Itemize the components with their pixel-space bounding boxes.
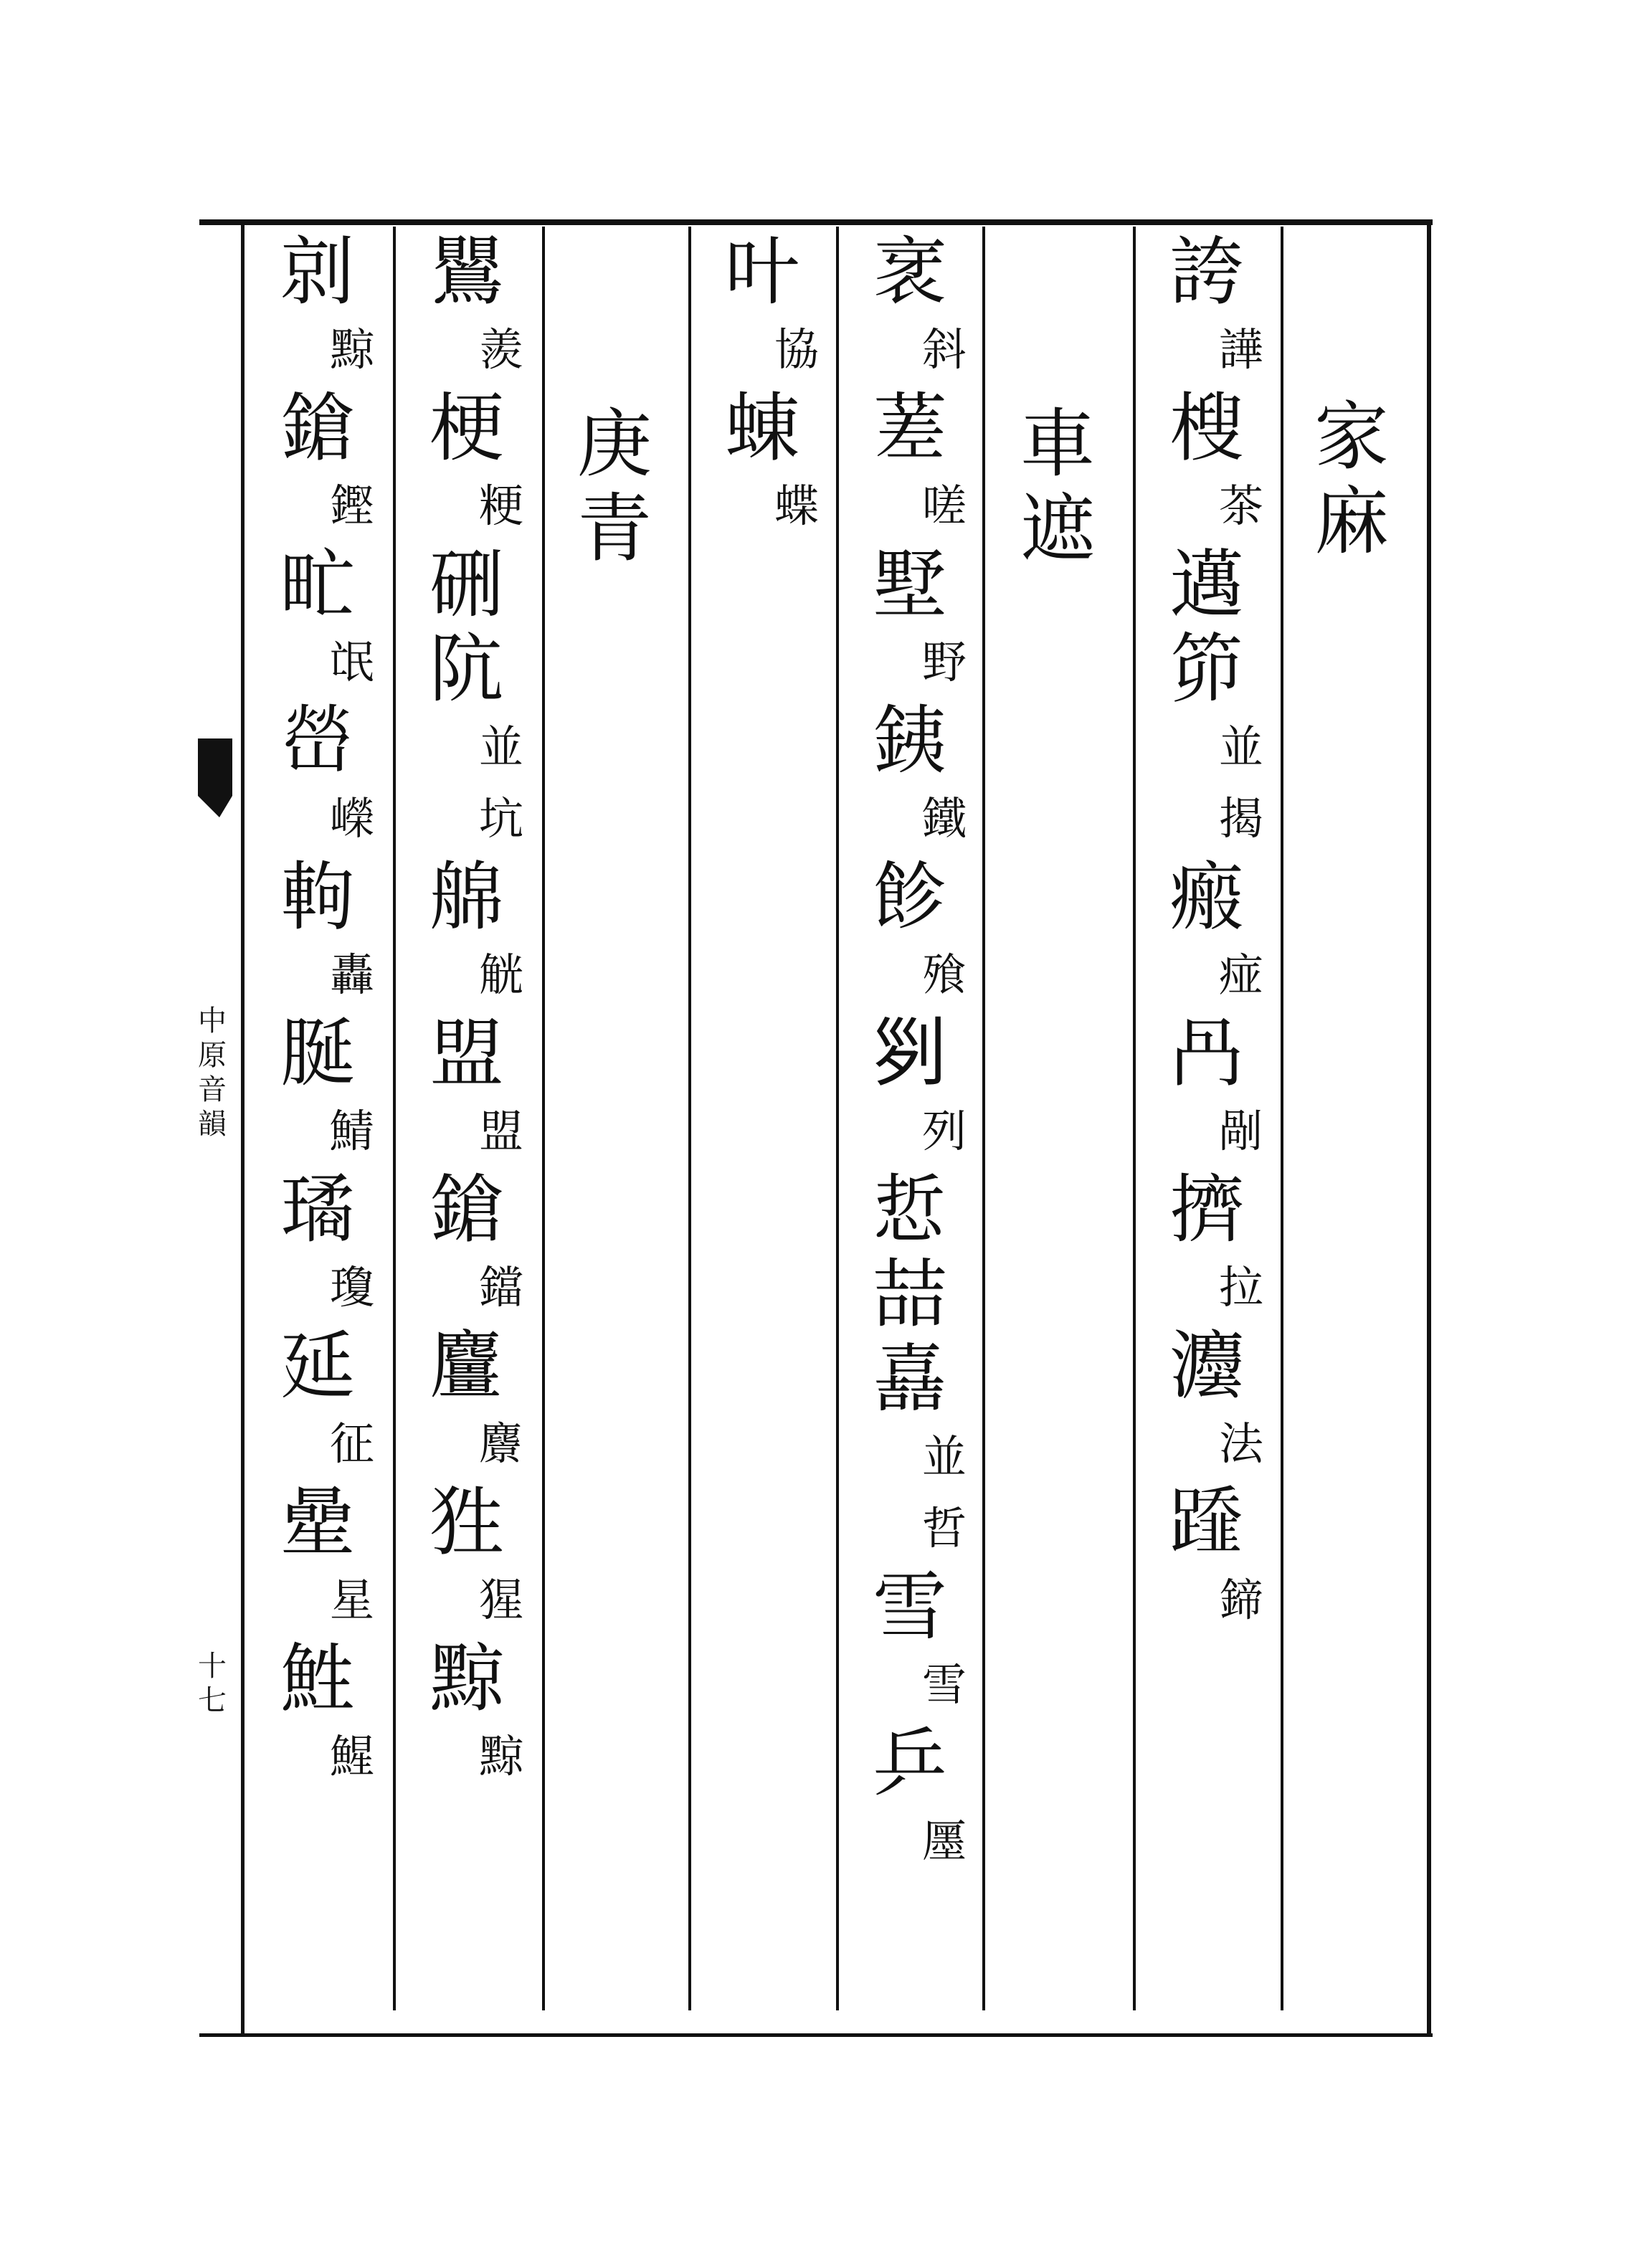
annotation-character: 譁 bbox=[1218, 323, 1263, 376]
left-border bbox=[241, 219, 245, 2036]
annotation-character: 猩 bbox=[478, 1574, 523, 1626]
main-character: 冎 bbox=[1169, 1010, 1244, 1097]
annotation-character: 剮 bbox=[1218, 1105, 1263, 1157]
main-character: 𠛱 bbox=[872, 1010, 947, 1097]
main-character: 喆 bbox=[872, 1250, 947, 1338]
main-character: 悊 bbox=[872, 1166, 947, 1253]
main-character: 延 bbox=[280, 1322, 355, 1410]
main-character: 叶 bbox=[724, 228, 799, 315]
main-character: 鎗 bbox=[280, 384, 355, 472]
column bbox=[997, 402, 1119, 571]
main-character: 艊 bbox=[429, 853, 504, 941]
column bbox=[1146, 229, 1268, 1636]
main-character: 麻 bbox=[1314, 478, 1389, 565]
main-character: 麠 bbox=[429, 1322, 504, 1410]
main-character: 嚞 bbox=[872, 1335, 947, 1422]
main-character: 黥 bbox=[429, 1635, 504, 1722]
annotation-character: 並 bbox=[478, 721, 523, 773]
main-character: 阬 bbox=[429, 625, 504, 713]
main-character: 脠 bbox=[280, 1010, 355, 1097]
annotation-character: 羨 bbox=[478, 323, 523, 376]
column bbox=[701, 229, 823, 542]
column-divider bbox=[836, 227, 839, 2010]
column bbox=[849, 229, 971, 1877]
main-character: 曐 bbox=[280, 1478, 355, 1566]
annotation-character: 鐵 bbox=[921, 792, 967, 845]
annotation-character: 鏗 bbox=[329, 480, 374, 532]
annotation-character: 並 bbox=[1218, 721, 1263, 773]
main-character: 墅 bbox=[872, 541, 947, 628]
annotation-character: 盟 bbox=[478, 1105, 523, 1157]
main-character: 軥 bbox=[280, 853, 355, 941]
main-character: 銕 bbox=[872, 697, 947, 784]
main-character: 硎 bbox=[429, 541, 504, 628]
main-character: 庚 bbox=[576, 400, 652, 488]
annotation-character: 鐺 bbox=[478, 1261, 523, 1313]
main-character: 鸎 bbox=[429, 228, 504, 315]
annotation-character: 坑 bbox=[478, 792, 523, 845]
main-character: 飻 bbox=[872, 853, 947, 941]
main-character: 𨆂 bbox=[1169, 1478, 1244, 1566]
main-character: 狌 bbox=[429, 1478, 504, 1566]
column bbox=[1291, 394, 1413, 564]
annotation-character: 鯹 bbox=[329, 1730, 374, 1782]
main-character: 邁 bbox=[1169, 541, 1244, 628]
gutter bbox=[198, 1004, 227, 1141]
annotation-character: 黥 bbox=[478, 1730, 523, 1782]
main-character: 瘢 bbox=[1169, 853, 1244, 941]
annotation-character: 鍗 bbox=[1218, 1574, 1263, 1626]
annotation-character: 拉 bbox=[1218, 1261, 1263, 1313]
main-character: 家 bbox=[1314, 393, 1389, 480]
annotation-character: 野 bbox=[921, 636, 967, 688]
column-divider bbox=[982, 227, 985, 2010]
book-title: 中原音韻 bbox=[198, 1004, 227, 1141]
annotation-character: 列 bbox=[921, 1105, 967, 1157]
annotation-character: 氓 bbox=[329, 636, 374, 688]
annotation-character: 法 bbox=[1218, 1417, 1263, 1470]
annotation-character: 嶸 bbox=[329, 792, 374, 845]
main-character: 青 bbox=[576, 485, 652, 572]
main-character: 衺 bbox=[872, 228, 947, 315]
annotation-character: 㕓 bbox=[921, 1815, 967, 1867]
annotation-character: 揭 bbox=[1218, 792, 1263, 845]
main-character: 㮴 bbox=[1169, 384, 1244, 472]
annotation-character: 轟 bbox=[329, 949, 374, 1001]
annotation-character: 蝶 bbox=[774, 480, 819, 532]
column-divider bbox=[542, 227, 545, 2010]
annotation-character: 觥 bbox=[478, 949, 523, 1001]
column bbox=[554, 402, 675, 571]
top-border bbox=[199, 219, 1433, 225]
annotation-character: 瓊 bbox=[329, 1261, 374, 1313]
main-character: 灋 bbox=[1169, 1322, 1244, 1410]
main-character: 甿 bbox=[280, 541, 355, 628]
main-character: 剠 bbox=[280, 228, 355, 315]
column-divider bbox=[1281, 227, 1283, 2010]
main-character: 嵤 bbox=[280, 697, 355, 784]
gutter-page bbox=[198, 1649, 227, 1718]
main-character: 鮏 bbox=[280, 1635, 355, 1722]
column-divider bbox=[1133, 227, 1136, 2010]
main-character: 誇 bbox=[1169, 228, 1244, 315]
annotation-character: 哲 bbox=[921, 1502, 967, 1554]
annotation-character: 麖 bbox=[478, 1417, 523, 1470]
main-character: 車 bbox=[1020, 400, 1095, 488]
bottom-border bbox=[199, 2033, 1433, 2037]
main-character: 雪 bbox=[872, 1563, 947, 1650]
annotation-character: 痖 bbox=[1218, 949, 1263, 1001]
main-character: 蒫 bbox=[872, 384, 947, 472]
annotation-character: 嗟 bbox=[921, 480, 967, 532]
main-character: 鎗 bbox=[429, 1166, 504, 1253]
main-character: 梗 bbox=[429, 384, 504, 472]
column-divider bbox=[688, 227, 691, 2010]
main-character: 擠 bbox=[1169, 1166, 1244, 1253]
main-character: 乒 bbox=[872, 1719, 947, 1807]
right-border bbox=[1427, 219, 1431, 2036]
annotation-character: 征 bbox=[329, 1417, 374, 1470]
column bbox=[406, 229, 528, 1792]
annotation-character: 茶 bbox=[1218, 480, 1263, 532]
main-character: 蝀 bbox=[724, 384, 799, 472]
annotation-character: 黥 bbox=[329, 323, 374, 376]
annotation-character: 星 bbox=[329, 1574, 374, 1626]
annotation-character: 雪 bbox=[921, 1658, 967, 1711]
annotation-character: 並 bbox=[921, 1430, 967, 1483]
annotation-character: 鯖 bbox=[329, 1105, 374, 1157]
annotation-character: 粳 bbox=[478, 480, 523, 532]
main-character: 盟 bbox=[429, 1010, 504, 1097]
main-character: 璚 bbox=[280, 1166, 355, 1253]
column bbox=[257, 229, 379, 1792]
annotation-character: 協 bbox=[774, 323, 819, 376]
annotation-character: 斜 bbox=[921, 323, 967, 376]
main-character: 遮 bbox=[1020, 485, 1095, 572]
page-number: 十七 bbox=[198, 1650, 227, 1717]
annotation-character: 飱 bbox=[921, 949, 967, 1001]
column-divider bbox=[393, 227, 396, 2010]
main-character: 笷 bbox=[1169, 625, 1244, 713]
